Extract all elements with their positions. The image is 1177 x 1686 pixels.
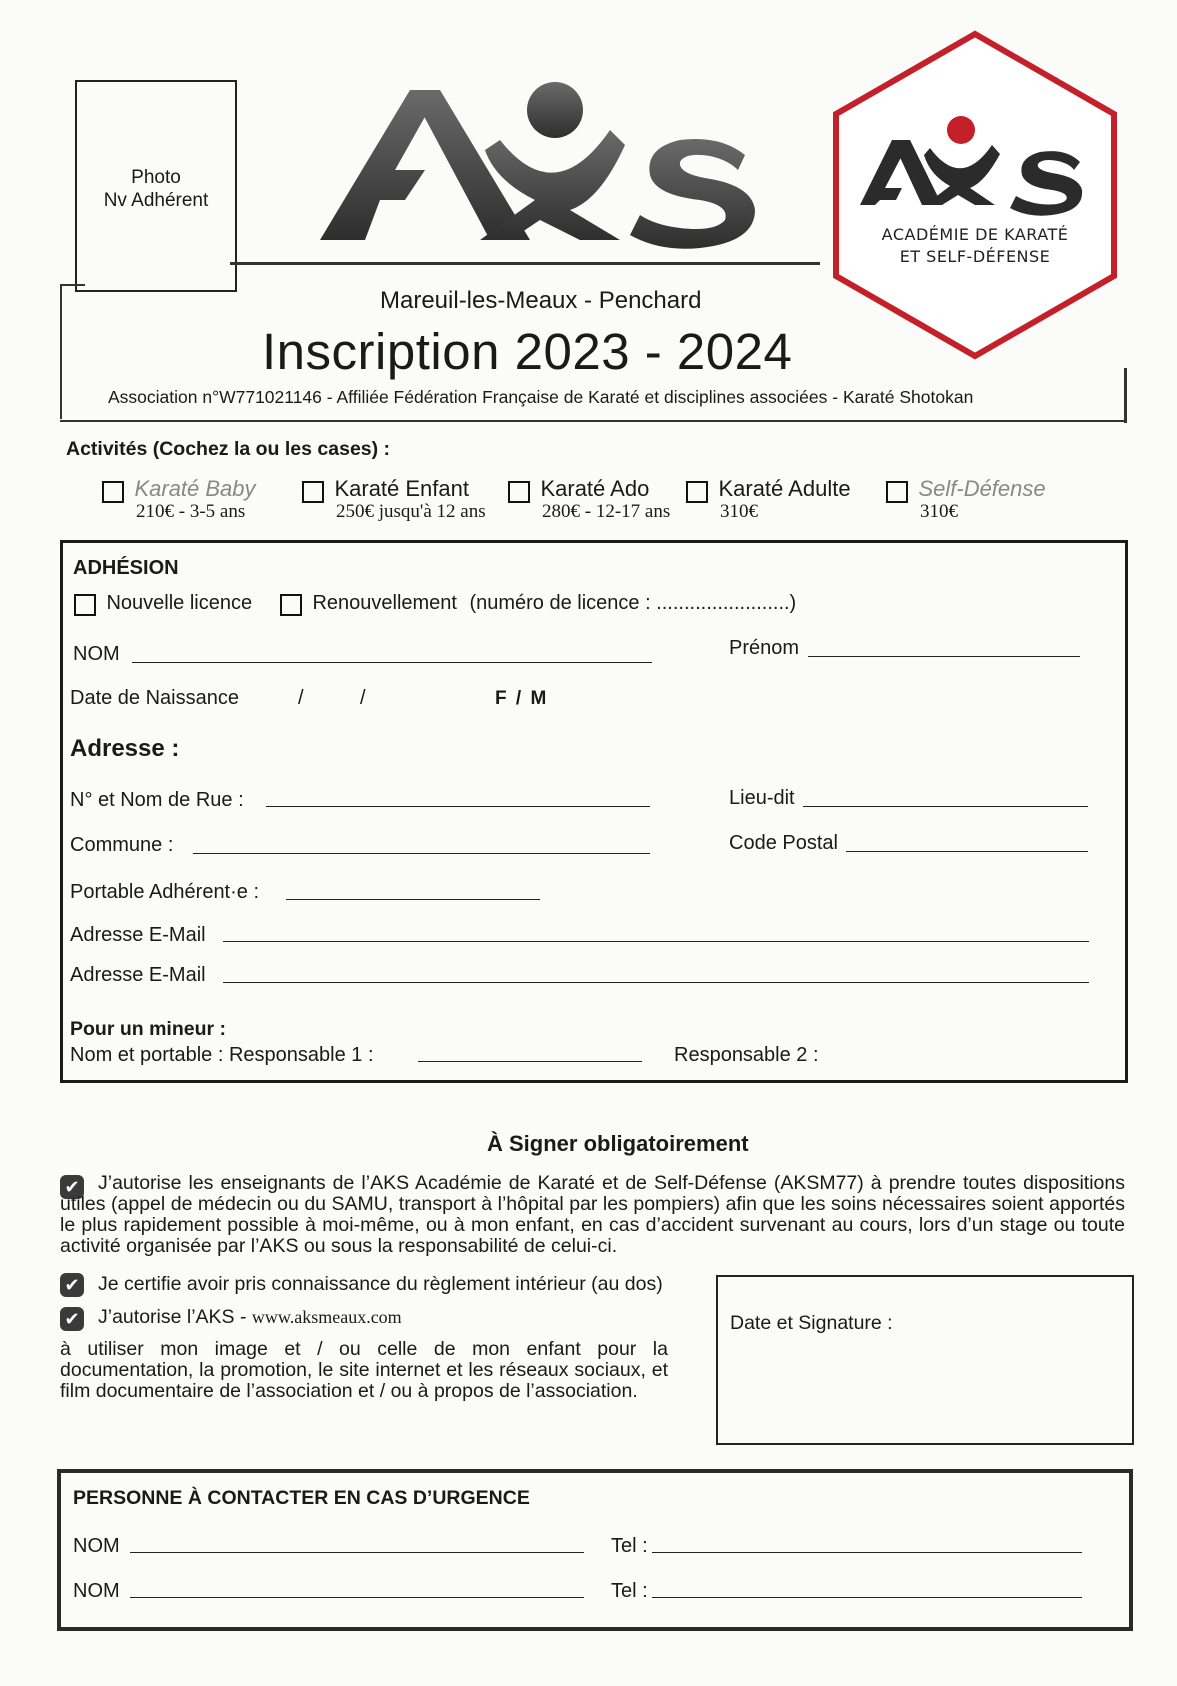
emergency-nom2-input[interactable] [130, 1597, 584, 1598]
activity-karate-baby[interactable] [102, 476, 256, 523]
commune-input[interactable] [193, 853, 650, 854]
activity-label: Karaté Ado [540, 476, 650, 501]
header-bottom-rule [60, 420, 1127, 422]
checkbox-karate-enfant[interactable] [302, 481, 324, 503]
mobile-label: Portable Adhérent·e : [70, 881, 260, 903]
new-license-label: Nouvelle licence [106, 592, 253, 614]
prenom-input[interactable] [808, 656, 1080, 657]
activity-self-defense[interactable] [886, 476, 1046, 523]
badge-line2: ET SELF-DÉFENSE [899, 247, 1051, 266]
birth-date-slash-2[interactable]: / [360, 687, 366, 709]
activity-label: Karaté Enfant [334, 476, 469, 501]
responsable2-label: Responsable 2 : [674, 1044, 819, 1066]
checkbox-new-license[interactable] [74, 594, 96, 616]
address-heading: Adresse : [70, 735, 180, 762]
checkbox-karate-adulte[interactable] [686, 481, 708, 503]
website-link[interactable]: www.aksmeaux.com [251, 1307, 402, 1327]
header-top-rule [230, 262, 820, 265]
activities-heading: Activités (Cochez la ou les cases) : [66, 438, 391, 460]
consent-text-3: à utiliser mon image et / ou celle de mon enfant pour la documentation, la promotion, le site internet et les réseaux sociaux, et film documentaire de l’association et / ou à propos de l’association. [60, 1338, 668, 1402]
aks-logo [300, 60, 780, 250]
badge-head [947, 116, 975, 144]
consent-text-3-prefix: J’autorise l’AKS - [98, 1306, 252, 1328]
location: Mareuil-les-Meaux - Penchard [380, 287, 702, 314]
nom-input[interactable] [132, 662, 652, 663]
email1-label: Adresse E-Mail [70, 924, 206, 946]
checkbox-karate-baby[interactable] [102, 481, 124, 503]
postal-code-input[interactable] [846, 851, 1088, 852]
consent-text-2: Je certifie avoir pris connaissance du règlement intérieur (au dos) [98, 1273, 663, 1295]
logo-head [527, 82, 583, 138]
email1-input[interactable] [223, 941, 1089, 942]
consent-check-3[interactable] [60, 1307, 84, 1331]
lieu-dit-input[interactable] [803, 806, 1088, 807]
mobile-input[interactable] [286, 899, 540, 900]
email2-input[interactable] [223, 982, 1089, 983]
checkmark-icon[interactable]: ✔ [60, 1175, 84, 1199]
emergency-tel1-input[interactable] [652, 1552, 1082, 1553]
renewal-label: Renouvellement [312, 592, 457, 614]
prenom-label: Prénom [729, 637, 800, 659]
street-label: N° et Nom de Rue : [70, 789, 244, 811]
academy-badge [830, 30, 1120, 360]
checkbox-renewal[interactable] [280, 594, 302, 616]
activity-price: 310€ [720, 500, 758, 522]
activity-label: Karaté Baby [134, 476, 256, 501]
photo-box [75, 80, 237, 292]
emergency-tel2-input[interactable] [652, 1597, 1082, 1598]
checkmark-icon[interactable]: ✔ [60, 1307, 84, 1331]
activity-karate-adulte[interactable] [686, 476, 851, 523]
responsable1-input[interactable] [418, 1061, 642, 1062]
commune-label: Commune : [70, 834, 174, 856]
nom-label: NOM [73, 643, 120, 665]
checkmark-icon[interactable]: ✔ [60, 1273, 84, 1297]
badge-line1: ACADÉMIE DE KARATÉ [881, 225, 1069, 244]
signature-label: Date et Signature : [730, 1312, 893, 1334]
license-number-label: (numéro de licence : ........................) [469, 592, 797, 614]
postal-code-label: Code Postal [729, 832, 838, 854]
photo-label-sub: Nv Adhérent [103, 190, 209, 211]
new-license-option[interactable] [74, 592, 252, 616]
signature-box[interactable] [716, 1275, 1134, 1445]
consent-text-1: J’autorise les enseignants de l’AKS Académie de Karaté et de Self-Défense (AKSM77) à prendre toutes dispositions utiles (appel de médecin ou du SAMU, transport à l’hôpital par les pompiers) afin que les soins nécessaires soient apportés le plus rapidement possible à moi-même, ou à mon enfant, en cas d’accident survenant au cours, lors d’un stage ou toute activité organisée par l’AKS ou sous la responsabilité de celui-ci. [60, 1172, 1125, 1257]
renewal-option[interactable] [280, 592, 796, 616]
association-info: Association n°W771021146 - Affiliée Fédération Française de Karaté et disciplines associées - Karaté Shotokan [108, 387, 974, 407]
emergency-tel1-label: Tel : [611, 1535, 648, 1557]
minor-heading: Pour un mineur : [70, 1018, 226, 1040]
consent-text-3-line [98, 1307, 402, 1328]
activity-price: 280€ - 12-17 ans [542, 500, 671, 522]
birth-date-slash-1[interactable]: / [298, 687, 304, 709]
emergency-tel2-label: Tel : [611, 1580, 648, 1602]
emergency-nom1-label: NOM [73, 1535, 120, 1557]
page-title: Inscription 2023 - 2024 [262, 323, 793, 380]
minor-responsable1-label: Nom et portable : Responsable 1 : [70, 1044, 374, 1066]
street-input[interactable] [266, 806, 650, 807]
activity-price: 310€ [920, 500, 958, 522]
logo-s [630, 139, 755, 249]
activity-label: Karaté Adulte [718, 476, 851, 501]
activity-karate-enfant[interactable] [302, 476, 486, 523]
checkbox-karate-ado[interactable] [508, 481, 530, 503]
adhesion-heading: ADHÉSION [73, 557, 179, 579]
activity-price: 210€ - 3-5 ans [136, 500, 246, 522]
checkbox-self-defense[interactable] [886, 481, 908, 503]
sex-selector[interactable]: F / M [495, 688, 549, 709]
activity-label: Self-Défense [918, 476, 1046, 501]
emergency-heading: PERSONNE À CONTACTER EN CAS D’URGENCE [73, 1487, 530, 1509]
emergency-nom2-label: NOM [73, 1580, 120, 1602]
consent-check-2[interactable] [60, 1273, 84, 1297]
birth-date-label: Date de Naissance [70, 687, 239, 709]
emergency-nom1-input[interactable] [130, 1552, 584, 1553]
consent-heading: À Signer obligatoirement [487, 1131, 749, 1156]
header-left-edge [60, 284, 62, 419]
activity-karate-ado[interactable] [508, 476, 670, 523]
lieu-dit-label: Lieu-dit [729, 787, 795, 809]
header-right-edge [1124, 368, 1127, 423]
photo-label: Photo [131, 167, 181, 188]
email2-label: Adresse E-Mail [70, 964, 206, 986]
activity-price: 250€ jusqu'à 12 ans [336, 500, 486, 522]
header-left-rule [60, 284, 85, 286]
